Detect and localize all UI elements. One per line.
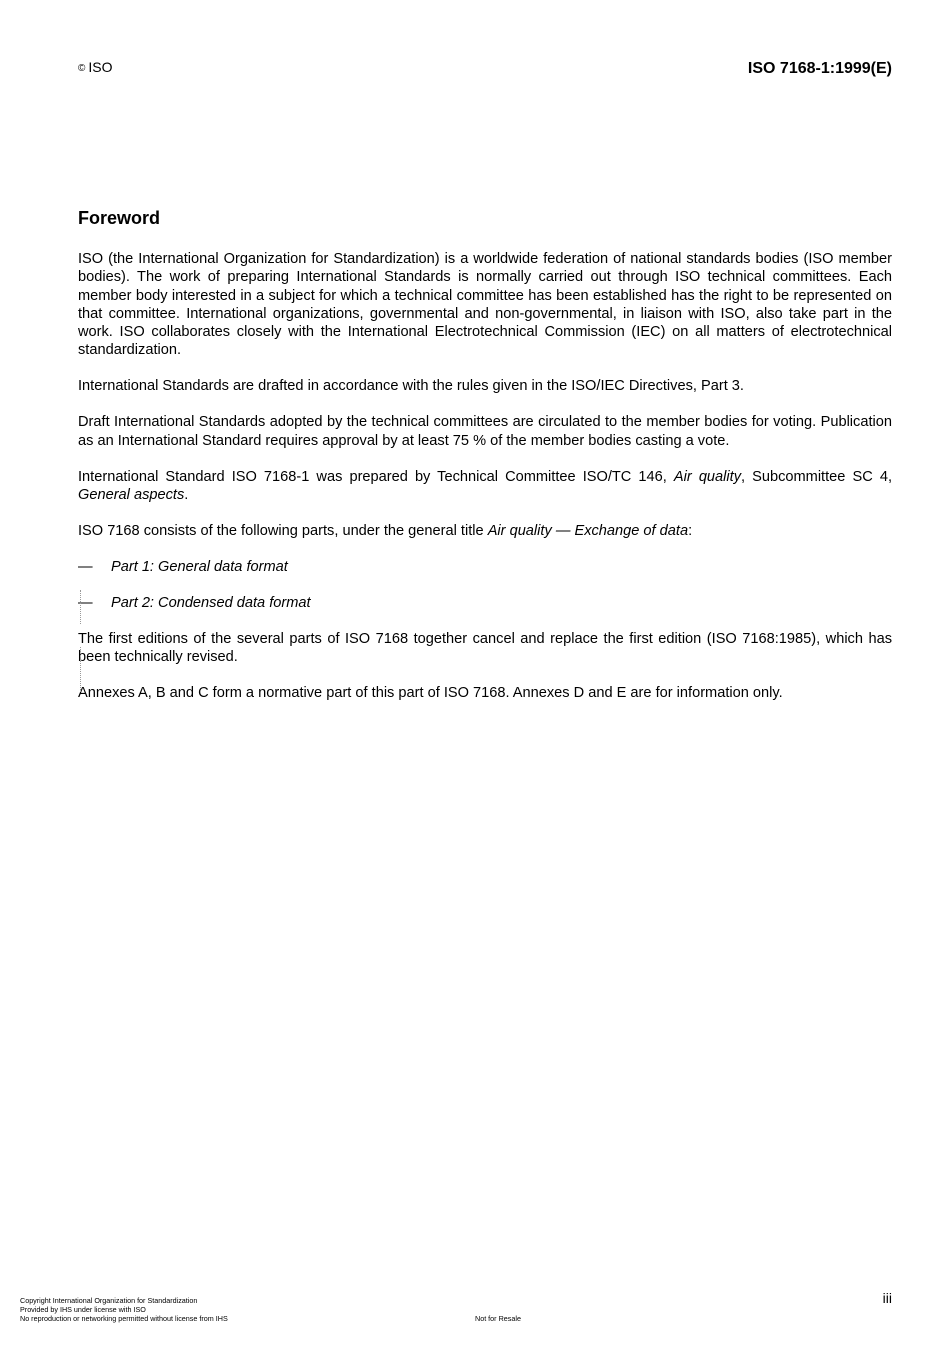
list-dash: — [78,594,93,611]
committee-air-quality: Air quality [673,468,741,485]
list-item-label: Part 1: General data format [111,559,288,575]
list-item [78,594,892,612]
list-dash: — [78,559,93,575]
list-item [78,558,892,576]
parts-general-title: Air quality — Exchange of data [487,523,689,540]
paragraph-voting: Draft International Standards adopted by the technical committees are circulated to the member bodies for voting. Publication as an International Standard requires approval by at least 75 % of the member bodies casting a vote. [78,414,892,449]
paragraph-editions: The first editions of the several parts of ISO 7168 together cancel and replace the first edition (ISO 7168:1985), which has been technically revised. [78,630,892,666]
committee-general-aspects: General aspects [78,487,185,504]
document-id: ISO 7168-1:1999(E) [747,60,892,77]
footer-resale: Not for Resale [475,1314,521,1323]
parts-intro-text: ISO 7168 consists of the following parts, under the general title [78,523,488,540]
committee-text-1: International Standard ISO 7168-1 was prepared by Technical Committee ISO/TC 146, [78,468,674,485]
page-title: Foreword [78,208,161,228]
footer-line: No reproduction or networking permitted without license from IHS [20,1314,228,1323]
revision-mark [80,590,81,624]
footer-line: Provided by IHS under license with ISO [20,1305,146,1314]
header-org: ISO [88,59,113,75]
footer-copyright [20,1296,228,1323]
foreword-body [78,250,892,720]
paragraph-directives: International Standards are drafted in accordance with the rules given in the ISO/IEC Directives, Part 3. [78,378,744,395]
footer-line: Copyright International Organization for Standardization [20,1296,198,1305]
copyright-symbol: © [78,63,86,74]
paragraph-annexes: Annexes A, B and C form a normative part of this part of ISO 7168. Annexes D and E are for information only. [78,685,783,702]
revision-mark [80,647,81,692]
list-item-label: Part 2: Condensed data format [111,594,311,611]
paragraph-parts-intro [78,522,892,540]
committee-text-3: . [184,487,189,504]
paragraph-committee [78,468,892,505]
committee-text-2: , Subcommittee SC 4, [741,468,892,485]
header-copyright [78,59,113,75]
page-number: iii [882,1290,892,1306]
parts-intro-colon: : [688,523,693,540]
paragraph-iso-intro: ISO (the International Organization for Standardization) is a worldwide federation of national standards bodies (ISO member bodies). The work of preparing International Standards is normally carried out through ISO technical committees. Each member body interested in a subject for which a technical committee has been established has the right to be represented on that committee. International organizations, governmental and non-governmental, in liaison with ISO, also take part in the work. ISO collaborates closely with the International Electrotechnical Commission (IEC) on all matters of electrotechnical standardization. [78,251,892,359]
